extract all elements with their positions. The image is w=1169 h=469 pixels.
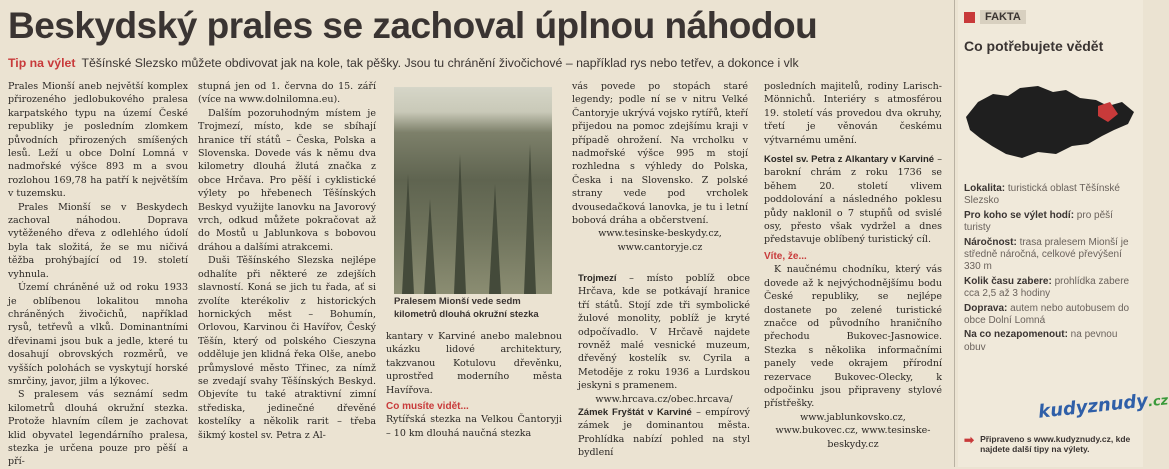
kostel-paragraph	[764, 153, 942, 247]
col1-p1: Prales Mionší aneb největší komplex přirozeného jedlobukového pralesa karpatského typu na území České republiky je posledním zlomkem původních přirozených smíšených lesů. Leží u obce Dolní Lomná v nadmořské výšce 893 m a svou rozlohou 169,78 ha patří k největším v tuzemsku.	[8, 81, 188, 200]
promo-text: Připraveno s www.kudyznudy.cz, kde najdete další tipy na výlety.	[980, 434, 1131, 454]
lead-tag: Tip na výlet	[8, 56, 76, 70]
lead-text: Těšínské Slezsko můžete obdivovat jak na kole, tak pěšky. Jsou tu chránění živočichové – například rys nebo tetřev, a dokonce i vlk	[81, 56, 799, 70]
kostel-title: Kostel sv. Petra z Alkantary v Karviné	[764, 154, 935, 166]
zamek-paragraph	[578, 406, 750, 460]
facts-list	[964, 183, 1139, 356]
fact-item	[964, 329, 1139, 354]
fact-key: Náročnost:	[964, 236, 1017, 248]
facts-sidebar	[958, 0, 1169, 467]
trojmezi-text: – místo poblíž obce Hrčava, kde se potkávají hranice tří států. Stojí zde tři symbolické žulové monolity, poblíž je kryté odpočívadlo. V Hrčavě najdete rovněž malé vesnické muzeum, dřevěný kostelík sv. Cyrila a Metoděje z roku 1936 a Lurdskou jeskyni s pramenem.	[578, 273, 750, 392]
col3-p1: vás povede po stopách staré legendy; podle ní se v nitru Velké Čantoryje ukrývá vojsko rytířů, kteří přijedou na pomoc zdejšímu kraji v případě ohrožení. Na vrcholku v nadmořské výšce 995 m stojí rozhledna s výhledy do Polska, Česka i na Slovensko. Z polské strany vede pod vrcholek dvousedačková lanovka, je tu i letní bobová dráha a občerstvení.	[572, 81, 748, 227]
fact-item	[964, 237, 1139, 274]
badge-label: FAKTA	[980, 10, 1026, 24]
arrow-right-icon: ➡	[964, 433, 975, 447]
fact-value: trasa pralesem Mionší je středně náročná, celkové převýšení 330 m	[964, 236, 1129, 273]
kudyznudy-logo	[1037, 388, 1169, 423]
logo-tld: .cz	[1147, 393, 1169, 411]
trojmezi-title: Trojmezí	[578, 273, 617, 284]
column-1	[8, 80, 188, 469]
fact-item	[964, 183, 1139, 208]
col1-p2: Prales Mionší se v Beskydech zachoval náhodou. Doprava vytěženého dřeva z odlehlého údolí byla tak složitá, že se mu ničivá těžba prohýbající od 19. století vyhnula.	[8, 201, 188, 280]
badge-square-icon	[964, 12, 975, 23]
sidebar-divider	[954, 0, 955, 467]
link-hrcava[interactable]: www.hrcava.cz/obec.hrcava/	[595, 393, 733, 405]
zamek-title: Zámek Fryštát v Karviné	[578, 407, 692, 419]
col2-p2: Dalším pozoruhodným místem je Trojmezí, místo, kde se sbíhají hranice tří států – Česka, Polska a Slovenska. Dovede vás k němu dva kilometry dlouhá žlutá značka z obce Hrčava. Pro pěší i cyklistické výlety po hřebenech Těšínských Beskyd využijte lanovku na Javorový vrch, odkud můžete pokračovat až do Mostů u Jablunkova s bobovou dráhou a dalšími atrakcemi.	[198, 107, 376, 253]
promo-note	[964, 434, 1139, 454]
fact-key: Na co nezapomenout:	[964, 329, 1068, 341]
link-jablunkovsko[interactable]: www.jablunkovsko.cz, www.bukovec.cz, www.tesinske-beskydy.cz	[775, 411, 931, 450]
vite-title: Víte, že...	[764, 250, 807, 262]
fact-value: prohlídka zabere cca 2,5 až 3 hodiny	[964, 275, 1130, 300]
sidebar-title: Co potřebujete vědět	[964, 38, 1104, 54]
kostel-text: – barokní chrám z roku 1736 se během 20. století vlivem poddolování a následného poklesu půdy naklonil o 7 stupňů od svislé osy, přesto však vydržel a dnes představuje oblíbený turistický cíl.	[764, 154, 942, 246]
fact-key: Kolik času zabere:	[964, 275, 1052, 287]
column-2	[198, 80, 376, 442]
fact-value: autem nebo autobusem do obce Dolní Lomná	[964, 302, 1130, 327]
col2-p1: stupná jen od 1. června do 15. září (více na www.dolnilomna.eu).	[198, 81, 376, 106]
column-3b	[578, 272, 750, 460]
zamek-text: – empírový zámek je dominantou města. Prohlídka nabízí pohled na styl bydlení	[578, 407, 750, 459]
vite-text: K naučnému chodníku, který vás dovede až k nejvýchodnějšímu bodu České republiky, se nejlépe dostanete po zelené turistické značce od původního hraničního přechodu Bukovec-Jasnowice. Stezka s několika informačními panely vede okrajem přírodní rezervace Bukovec-Olecky, k odpočinku jsou připraveny stylové přístřešky.	[764, 264, 942, 410]
col4-p1: posledních majitelů, rodiny Larisch-Mönnichů. Interiéry s atmosférou 19. století vás provedou dva okruhy, třetí je věnován českému výtvarnému umění.	[764, 81, 942, 146]
link-tesinske[interactable]: www.tesinske-beskydy.cz,	[598, 228, 722, 240]
column-4	[764, 80, 942, 451]
fact-key: Lokalita:	[964, 183, 1006, 194]
logo-main: kudyznudy	[1037, 390, 1149, 423]
column-3	[572, 80, 748, 254]
fact-value: turistická oblast Těšínské Slezsko	[964, 183, 1120, 207]
photo-caption: Pralesem Mionší vede sedm kilometrů dlouhá okružní stezka	[394, 296, 539, 320]
fact-item	[964, 210, 1139, 235]
fact-item	[964, 276, 1139, 301]
fakta-badge	[964, 10, 1026, 24]
fact-key: Doprava:	[964, 302, 1008, 314]
czech-map-icon	[958, 62, 1143, 174]
headline: Beskydský prales se zachoval úplnou náhodou	[8, 5, 818, 46]
co-musite-title: Co musíte vidět...	[386, 401, 469, 413]
fact-key: Pro koho se výlet hodí:	[964, 209, 1075, 221]
fact-item	[964, 303, 1139, 328]
fact-value: pro pěší turisty	[964, 209, 1113, 234]
lead-paragraph	[8, 55, 948, 71]
trojmezi-paragraph	[578, 272, 750, 393]
fact-value: na pevnou obuv	[964, 329, 1118, 353]
col2b-text: kantary v Karviné anebo malebnou ukázku lidové architektury, takzvanou Kotulovu dřevěnku, uprostřed moderního města Havířova.	[386, 331, 562, 396]
forest-photo	[394, 87, 552, 294]
column-2b	[386, 330, 562, 440]
co-musite-text: Rytířská stezka na Velkou Čantoryji – 10 km dlouhá naučná stezka	[386, 414, 562, 439]
col2-p3: Duši Těšínského Slezska nejlépe odhalíte při některé ze zdejších slavností. Koná se jich tu řada, ať si zvolíte kterékoliv z historických hornických měst – Bohumín, Orlovou, Karvinou či Havířov, Český Těšín, který od polského Cieszyna odděluje jen klidná řeka Olše, anebo průmyslové město Třinec, za nímž se zvedají svahy Těšínských Beskyd. Objevíte tu také atraktivní zimní střediska, jedinečné dřevěné kostelíky a několik rarit – třeba šikmý kostel sv. Petra z Al-	[198, 255, 376, 441]
col1-p4: S pralesem vás seznámí sedm kilometrů dlouhá okružní stezka. Protože hlavním cílem je zachovat klid obyvatel legendárního pralesa, stezka je určena pouze pro pěší a pří-	[8, 389, 188, 468]
link-cantoryje[interactable]: www.cantoryje.cz	[617, 241, 703, 253]
col1-p3: Území chráněné už od roku 1933 je oblíbenou lokalitou mnoha chráněných živočichů, například rysů, tetřevů a vlků. Dominantními dřevinami jsou buk a jedle, které tu dosahují obrovských rozměrů, ve vyšších polohách se vyskytují horské smrčiny, javor, jilm a lýkovec.	[8, 282, 188, 387]
